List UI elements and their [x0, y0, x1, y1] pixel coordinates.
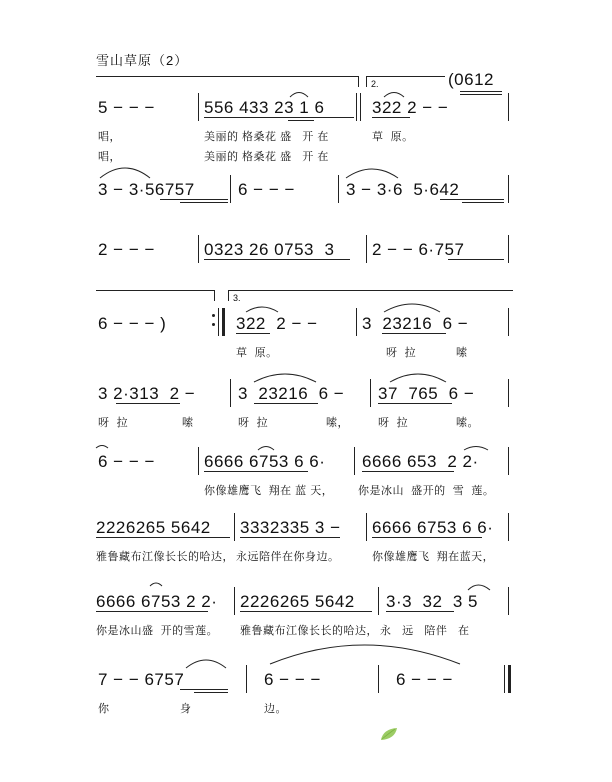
- note-underline: [204, 471, 308, 472]
- lyric-line: 嗦: [182, 417, 194, 429]
- note-underline: [378, 403, 452, 404]
- note-underline: [204, 117, 354, 118]
- note-underline: [254, 403, 318, 404]
- leaf-icon: [380, 727, 398, 741]
- note-underline: [204, 259, 350, 260]
- slur: [100, 168, 150, 178]
- barline: [366, 513, 367, 541]
- barline: [356, 308, 357, 336]
- measure-notes: 6 − − −: [238, 180, 295, 199]
- lyric-line: 你像雄鹰飞 翔在 蓝 天，: [204, 485, 334, 497]
- measure-notes: 6 − − −: [98, 452, 155, 471]
- note-underline: [372, 537, 482, 538]
- note-underline: [96, 611, 208, 612]
- measure-notes: 3 23216 6 −: [362, 314, 469, 333]
- measure-notes: 6666 6753 6 6·: [204, 452, 326, 471]
- note-underline: [240, 611, 372, 612]
- barline: [338, 175, 339, 203]
- second-ending-bracket: [366, 76, 445, 87]
- slur: [468, 585, 490, 590]
- slur: [246, 307, 278, 312]
- lyric-line: 草 原。: [372, 131, 414, 143]
- slur: [258, 447, 274, 451]
- note-underline: [448, 259, 504, 260]
- measure-notes: 5 − − −: [98, 98, 155, 117]
- lyric-line: 你: [98, 703, 110, 715]
- first-ending-bracket: [96, 76, 359, 87]
- note-underline: [96, 537, 230, 538]
- lyric-line: 美丽的 格桑花 盛 开 在: [204, 131, 329, 143]
- lyric-line: 草 原。: [236, 347, 278, 359]
- measure-notes: 7 − − 6757: [98, 670, 185, 689]
- barline: [378, 587, 379, 615]
- barline: [366, 235, 367, 263]
- measure-notes: 3 − 3·6 5·642: [346, 180, 460, 199]
- barline: [230, 379, 231, 407]
- measure-notes: 3 2·313 2 −: [98, 384, 196, 403]
- measure-notes: 556 433 23 1 6: [204, 98, 325, 117]
- measure-notes: 0323 26 0753 3: [204, 240, 335, 259]
- barline: [378, 665, 379, 693]
- barline: [222, 308, 225, 336]
- barline: [230, 175, 231, 203]
- lyric-line: 你是冰山 盛开的 雪 莲。: [358, 485, 495, 497]
- slur: [384, 304, 440, 312]
- barline: [246, 665, 247, 693]
- measure-notes: 322 2 − −: [372, 98, 449, 117]
- barline: [370, 379, 371, 407]
- lyric-line: 美丽的 格桑花 盛 开 在: [204, 151, 329, 163]
- note-underline: [180, 202, 228, 203]
- measure-notes: 37 765 6 −: [378, 384, 475, 403]
- barline: [508, 587, 509, 615]
- barline: [198, 235, 199, 263]
- lyric-line: 嗦: [456, 347, 468, 359]
- barline: [508, 379, 509, 407]
- barline: [354, 447, 355, 475]
- note-underline: [440, 199, 504, 200]
- barline: [234, 587, 235, 615]
- score-title: 雪山草原（2）: [96, 53, 189, 68]
- third-ending-number: 3.: [233, 293, 241, 303]
- note-underline: [236, 333, 270, 334]
- lyric-line: 嗦，: [326, 417, 349, 429]
- note-underline: [116, 403, 180, 404]
- repeat-bracket: [96, 290, 215, 301]
- lyric-line: 呀 拉: [386, 347, 417, 359]
- barline: [360, 93, 361, 121]
- note-underline: [240, 537, 340, 538]
- slur: [464, 447, 488, 451]
- note-underline: [288, 120, 314, 121]
- lyric-line: 呀 拉: [238, 417, 269, 429]
- note-underline: [462, 202, 504, 203]
- lyric-line: 你像雄鹰飞 翔在蓝天，: [372, 551, 495, 563]
- lyric-line: 唱，: [98, 131, 121, 143]
- barline: [218, 308, 219, 336]
- slur: [384, 93, 404, 98]
- lyric-line: 雅鲁藏布江像长长的哈达，: [96, 551, 234, 563]
- note-underline: [372, 117, 410, 118]
- barline: [508, 235, 509, 263]
- slur: [390, 374, 446, 382]
- barline: [508, 93, 509, 121]
- barline: [508, 175, 509, 203]
- slur: [150, 583, 162, 586]
- measure-notes: 2226265 5642: [96, 518, 211, 537]
- measure-notes: (0612: [448, 70, 494, 89]
- measure-notes: 6666 6753 6 6·: [372, 518, 494, 537]
- measure-notes: 6666 653 2 2·: [362, 452, 479, 471]
- lyric-line: 呀 拉: [378, 417, 409, 429]
- lyric-line: 雅鲁藏布江像长长的哈达，: [240, 625, 378, 637]
- note-underline: [194, 692, 228, 693]
- slur: [96, 446, 108, 449]
- lyric-line: 你是冰山盛 开的雪莲。: [96, 625, 219, 637]
- note-underline: [362, 471, 454, 472]
- repeat-sign-dots: [212, 314, 215, 326]
- lyric-line: 身: [180, 703, 192, 715]
- note-underline: [160, 199, 228, 200]
- third-ending-bracket: [228, 290, 513, 301]
- slur: [186, 660, 226, 668]
- barline: [504, 665, 505, 693]
- measure-notes: 6 − − −: [396, 670, 453, 689]
- measure-notes: 6 − − − ): [98, 314, 167, 333]
- measure-notes: 3332335 3 −: [240, 518, 341, 537]
- lyric-line: 呀 拉: [98, 417, 129, 429]
- measure-notes: 6 − − −: [264, 670, 321, 689]
- barline: [356, 93, 357, 121]
- note-underline: [180, 689, 228, 690]
- lyric-line: 永 远 陪伴 在: [380, 625, 470, 637]
- barline: [508, 447, 509, 475]
- measure-notes: 2 − − 6·757: [372, 240, 465, 259]
- slur: [270, 645, 460, 664]
- slur: [254, 374, 316, 382]
- barline: [234, 513, 235, 541]
- lyric-line: 唱，: [98, 151, 121, 163]
- note-underline: [382, 333, 446, 334]
- lyric-line: 嗦。: [456, 417, 479, 429]
- note-underline: [460, 91, 502, 92]
- slur: [346, 169, 398, 178]
- lyric-line: 永远陪伴在你身边。: [236, 551, 340, 563]
- note-underline: [386, 611, 454, 612]
- barline: [198, 447, 199, 475]
- lyric-line: 边。: [264, 703, 287, 715]
- measure-notes: 322 2 − −: [236, 314, 318, 333]
- final-barline: [508, 665, 511, 693]
- note-underline: [460, 94, 502, 95]
- measure-notes: 3 23216 6 −: [238, 384, 345, 403]
- measure-notes: 3 − 3·56757: [98, 180, 195, 199]
- measure-notes: 2226265 5642: [240, 592, 355, 611]
- second-ending-number: 2.: [371, 79, 379, 89]
- measure-notes: 3·3 32 3 5: [386, 592, 479, 611]
- measure-notes: 2 − − −: [98, 240, 155, 259]
- barline: [198, 93, 199, 121]
- slur: [290, 93, 308, 98]
- measure-notes: 6666 6753 2 2·: [96, 592, 218, 611]
- barline: [508, 308, 509, 336]
- barline: [508, 513, 509, 541]
